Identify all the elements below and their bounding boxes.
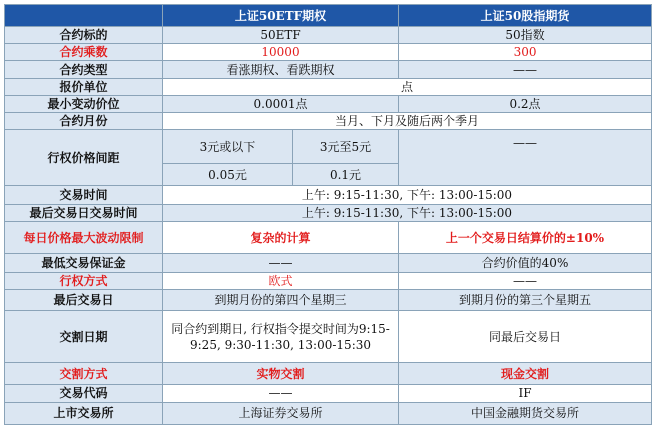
row-label: 合约类型 <box>5 61 163 79</box>
row-underlying <box>5 27 652 44</box>
row-label: 合约月份 <box>5 113 163 130</box>
strike-range-a: 3元或以下 <box>163 130 293 164</box>
future-value: 现金交割 <box>399 363 652 384</box>
future-value: 到期月份的第三个星期五 <box>399 290 652 311</box>
row-multiplier <box>5 44 652 61</box>
shared-value: 上午: 9:15-11:30, 下午: 13:00-15:00 <box>163 205 652 222</box>
row-label: 最小变动价位 <box>5 96 163 113</box>
row-exchange <box>5 402 652 424</box>
row-delivery-date <box>5 311 652 363</box>
future-value: 中国金融期货交易所 <box>399 402 652 424</box>
row-label: 报价单位 <box>5 79 163 96</box>
row-label: 交易时间 <box>5 186 163 205</box>
shared-value: 点 <box>163 79 652 96</box>
row-trading-code <box>5 384 652 402</box>
row-label: 行权方式 <box>5 273 163 290</box>
header-corner <box>5 5 163 27</box>
etf-value: 欧式 <box>163 273 399 290</box>
etf-value: 复杂的计算 <box>163 222 399 254</box>
etf-value: —— <box>163 254 399 273</box>
etf-value: 到期月份的第四个星期三 <box>163 290 399 311</box>
etf-value: 实物交割 <box>163 363 399 384</box>
etf-value: 上海证券交易所 <box>163 402 399 424</box>
etf-value: 看涨期权、看跌期权 <box>163 61 399 79</box>
row-label: 最后交易日交易时间 <box>5 205 163 222</box>
etf-value: 50ETF <box>163 27 399 44</box>
row-label: 每日价格最大波动限制 <box>5 222 163 254</box>
strike-range-b: 3元至5元 <box>293 130 399 164</box>
row-label: 上市交易所 <box>5 402 163 424</box>
row-trading-hours <box>5 186 652 205</box>
strike-step-a: 0.05元 <box>163 164 293 186</box>
row-last-day-hours <box>5 205 652 222</box>
row-label: 最低交易保证金 <box>5 254 163 273</box>
row-min-tick <box>5 96 652 113</box>
row-label: 交易代码 <box>5 384 163 402</box>
etf-value: —— <box>163 384 399 402</box>
row-label: 行权价格间距 <box>5 130 163 186</box>
header-etf-option: 上证50ETF期权 <box>163 5 399 27</box>
row-delivery-method <box>5 363 652 384</box>
contract-comparison-table <box>4 4 652 425</box>
row-label: 合约乘数 <box>5 44 163 61</box>
row-label: 交割方式 <box>5 363 163 384</box>
future-value: IF <box>399 384 652 402</box>
header-row <box>5 5 652 27</box>
future-value: 上一个交易日结算价的±10% <box>399 222 652 254</box>
row-strike-interval <box>5 130 652 164</box>
etf-value: 0.0001点 <box>163 96 399 113</box>
row-exercise-style <box>5 273 652 290</box>
future-value: —— <box>399 130 652 186</box>
shared-value: 当月、下月及随后两个季月 <box>163 113 652 130</box>
row-price-limit <box>5 222 652 254</box>
future-value: 50指数 <box>399 27 652 44</box>
row-quote-unit <box>5 79 652 96</box>
future-value: —— <box>399 61 652 79</box>
strike-step-b: 0.1元 <box>293 164 399 186</box>
header-index-future: 上证50股指期货 <box>399 5 652 27</box>
row-label: 合约标的 <box>5 27 163 44</box>
future-value: 同最后交易日 <box>399 311 652 363</box>
shared-value: 上午: 9:15-11:30, 下午: 13:00-15:00 <box>163 186 652 205</box>
row-contract-type <box>5 61 652 79</box>
future-value: 0.2点 <box>399 96 652 113</box>
etf-value: 10000 <box>163 44 399 61</box>
future-value: 300 <box>399 44 652 61</box>
etf-value: 同合约到期日, 行权指令提交时间为9:15-9:25, 9:30-11:30, 13:00-15:30 <box>163 311 399 363</box>
future-value: 合约价值的40% <box>399 254 652 273</box>
row-min-margin <box>5 254 652 273</box>
future-value: —— <box>399 273 652 290</box>
row-contract-months <box>5 113 652 130</box>
row-label: 交割日期 <box>5 311 163 363</box>
row-last-trading-day <box>5 290 652 311</box>
row-label: 最后交易日 <box>5 290 163 311</box>
